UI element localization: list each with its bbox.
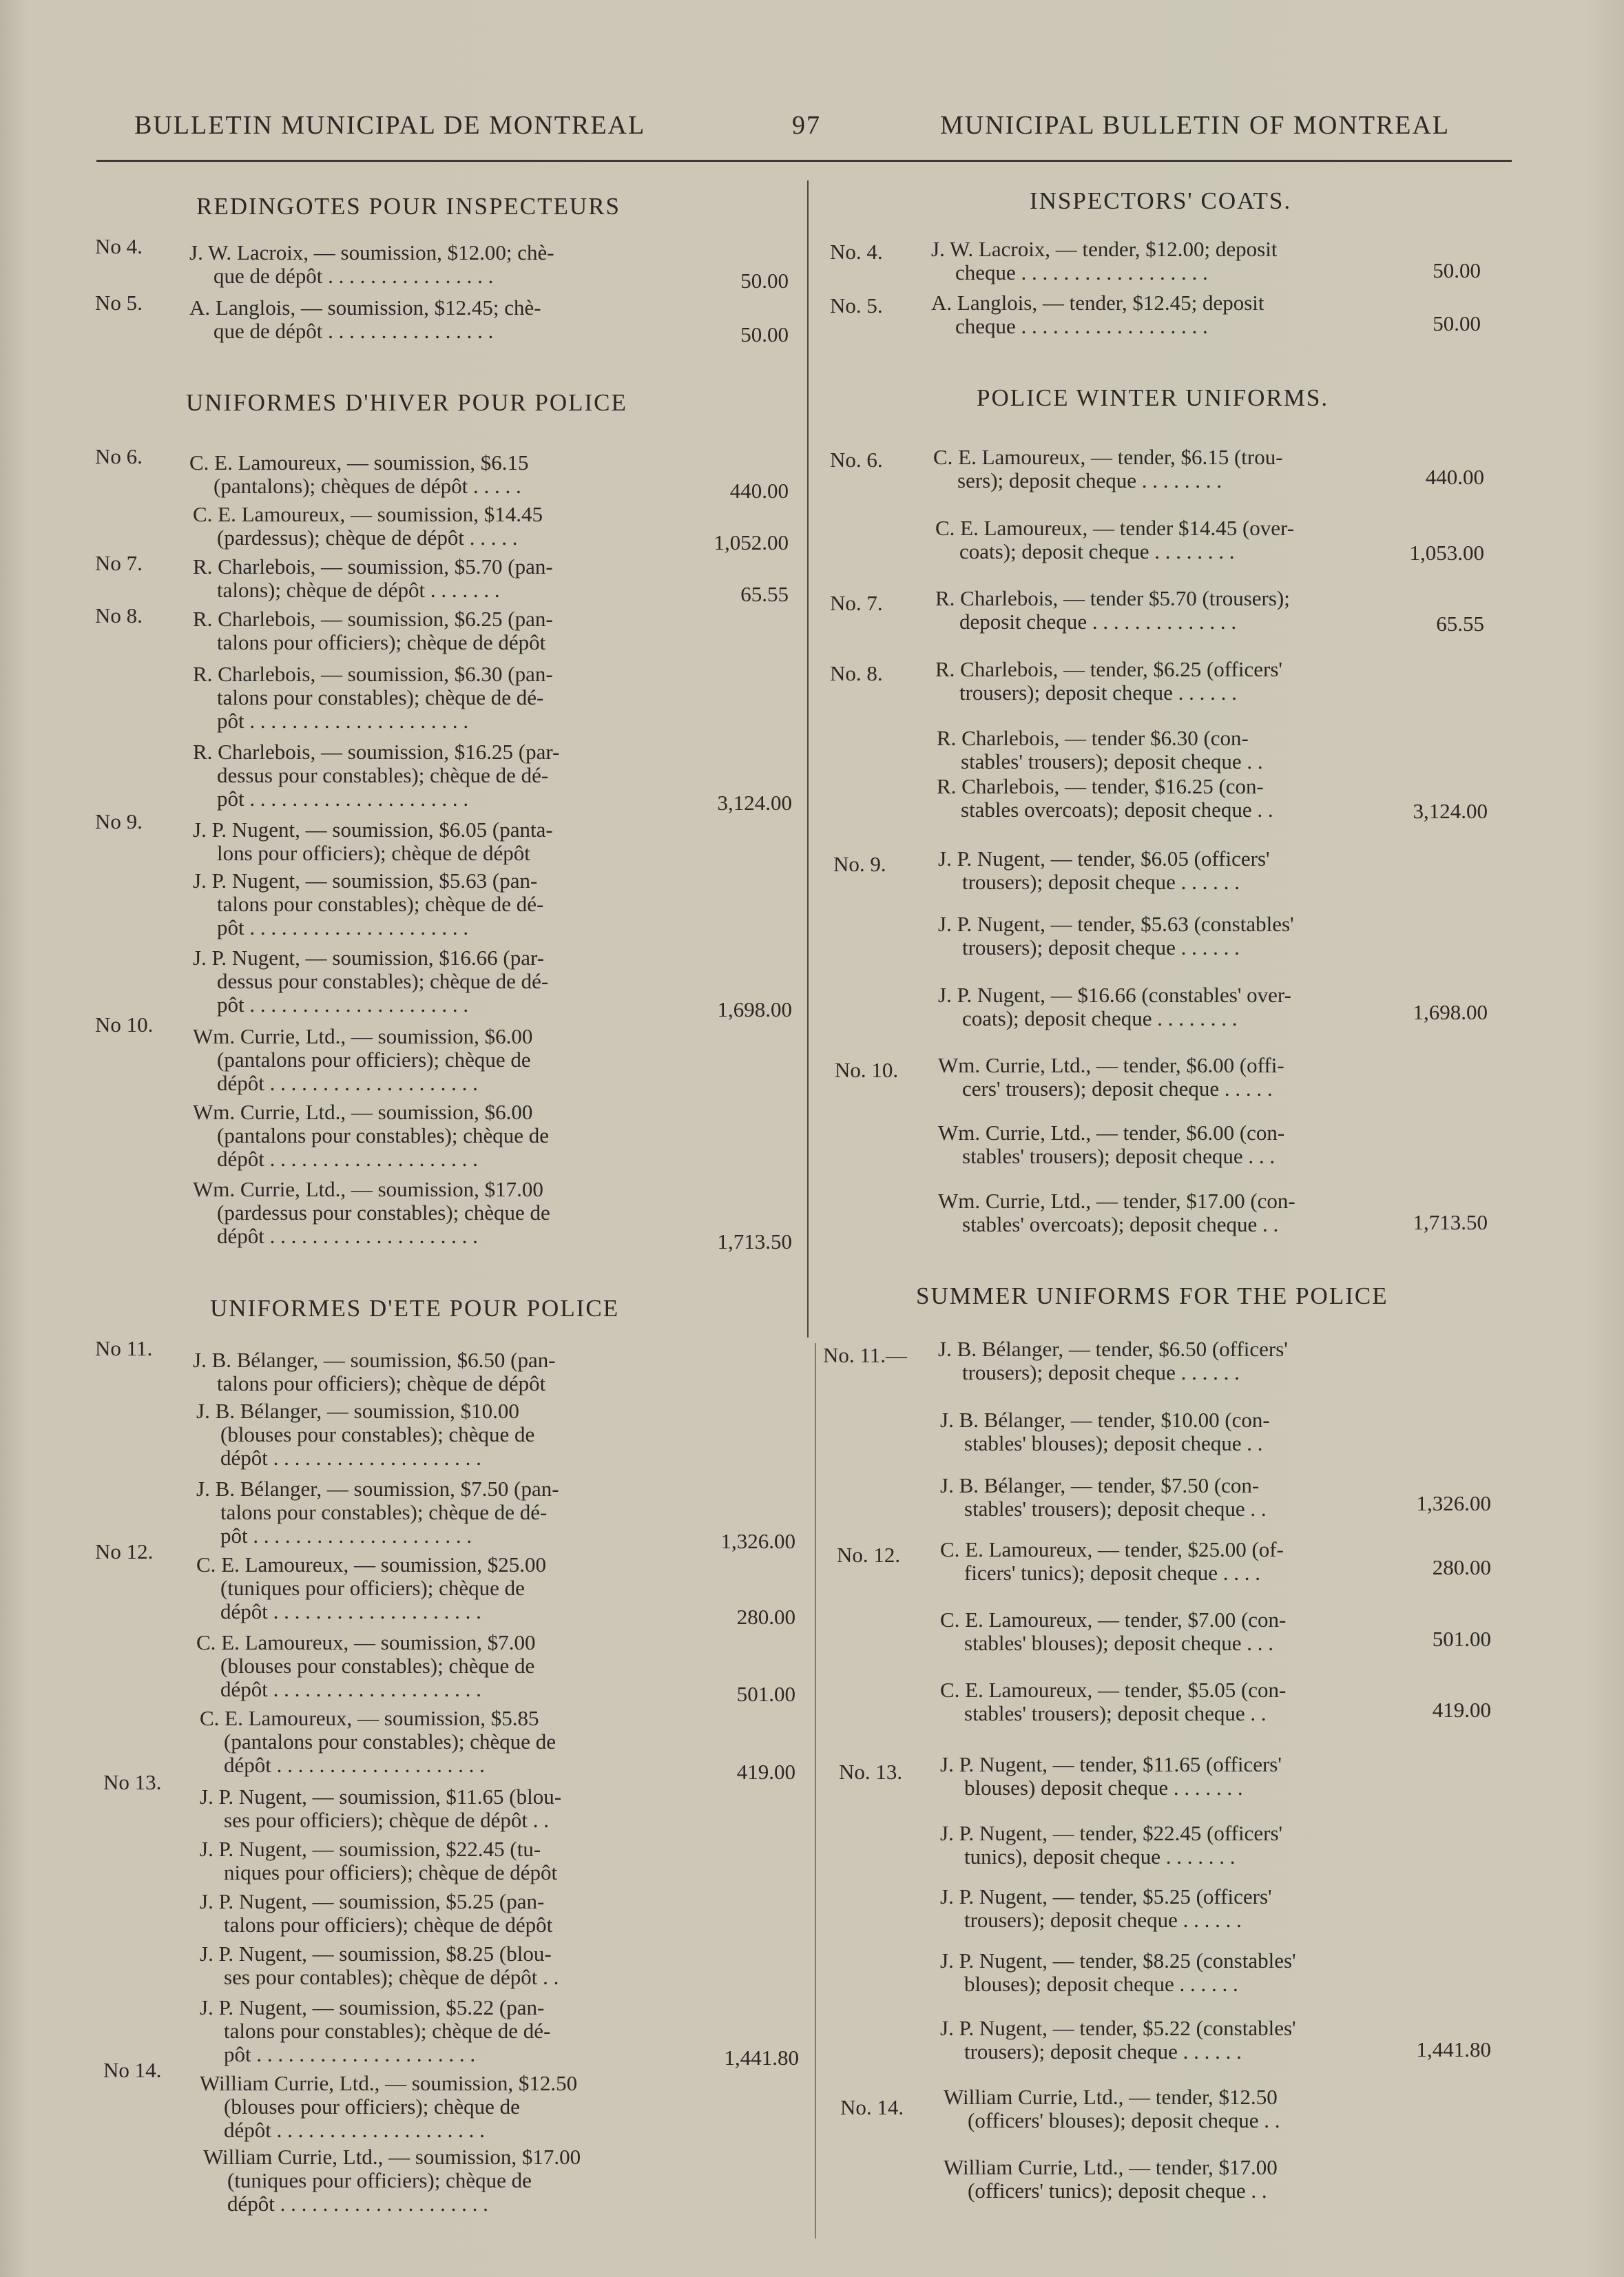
tender-number: No 7. [95,551,143,575]
tender-entry: C. E. Lamoureux, — soumission, $14.45 (pardessus); chèque de dépôt . . . . . [193,502,543,550]
tender-number: No. 4. [830,240,883,264]
tender-entry: Wm. Currie, Ltd., — soumission, $6.00 (pantalons pour constables); chèque de dépôt . . . . . . . . . . . . . . . . . . . . [193,1100,550,1171]
tender-number: No. 9. [833,852,886,876]
tender-entry: J. W. Lacroix, — soumission, $12.00; chè- que de dépôt . . . . . . . . . . . . . . . . [189,240,554,288]
tender-entry: J. B. Bélanger, — tender, $7.50 (con- stables' trousers); deposit cheque . . [940,1473,1267,1521]
tender-entry: C. E. Lamoureux, — tender, $5.05 (con- stables' trousers); deposit cheque . . [940,1678,1287,1725]
tender-entry: R. Charlebois, — soumission, $16.25 (par- dessus pour constables); chèque de dé- pôt . . . . . . . . . . . . . . . . . . . . . [193,740,560,811]
tender-entry: R. Charlebois, — tender $5.70 (trousers); deposit cheque . . . . . . . . . . . . . . [935,586,1290,634]
tender-entry: Wm. Currie, Ltd., — soumission, $6.00 (pantalons pour officiers); chèque de dépôt . . . . . . . . . . . . . . . . . . . . [193,1024,533,1095]
section-heading: INSPECTORS' COATS. [1030,187,1292,214]
tender-entry: R. Charlebois, — tender, $6.25 (officers' trousers); deposit cheque . . . . . . [935,657,1282,705]
tender-entry: William Currie, Ltd., — soumission, $17.00 (tuniques pour officiers); chèque de dépôt . . . . . . . . . . . . . . . . . . . . [203,2145,581,2216]
section-heading: SUMMER UNIFORMS FOR THE POLICE [916,1282,1388,1309]
amount: 1,326.00 [720,1529,795,1553]
tender-entry: C. E. Lamoureux, — tender, $7.00 (con- stables' blouses); deposit cheque . . . [940,1608,1287,1655]
amount: 440.00 [1425,465,1484,489]
amount: 50.00 [740,269,789,293]
tender-number: No. 7. [830,591,883,615]
column-divider [807,180,809,1338]
tender-entry: J. P. Nugent, — tender, $5.25 (officers' trousers); deposit cheque . . . . . . [940,1884,1272,1932]
header-right-title: MUNICIPAL BULLETIN OF MONTREAL [940,111,1450,140]
header-rule [96,160,1512,162]
amount: 419.00 [736,1760,795,1784]
tender-number: No. 14. [840,2095,904,2119]
tender-entry: J. B. Bélanger, — soumission, $10.00 (blouses pour constables); chèque de dépôt . . . . . . . . . . . . . . . . . . . . [196,1399,535,1470]
amount: 50.00 [1433,311,1481,335]
tender-entry: J. P. Nugent, — tender, $22.45 (officers' tunics), deposit cheque . . . . . . . [940,1821,1283,1869]
tender-entry: C. E. Lamoureux, — tender, $6.15 (trou- sers); deposit cheque . . . . . . . . [933,445,1283,492]
tender-number: No 14. [103,2058,162,2082]
amount: 3,124.00 [1413,799,1488,823]
amount: 1,698.00 [1413,1000,1488,1024]
tender-entry: R. Charlebois, — soumission, $6.25 (pan- talons pour officiers); chèque de dépôt [193,607,553,654]
amount: 1,326.00 [1416,1491,1491,1515]
tender-number: No. 6. [830,448,883,472]
amount: 280.00 [736,1605,795,1629]
amount: 1,053.00 [1409,541,1484,565]
tender-entry: J. P. Nugent, — soumission, $22.45 (tu- niques pour officiers); chèque de dépôt [200,1837,558,1884]
tender-entry: J. P. Nugent, — tender, $5.22 (constables' trousers); deposit cheque . . . . . . [940,2016,1296,2063]
tender-entry: A. Langlois, — soumission, $12.45; chè- que de dépôt . . . . . . . . . . . . . . . . [189,295,541,343]
section-heading: POLICE WINTER UNIFORMS. [977,384,1329,411]
tender-entry: J. P. Nugent, — soumission, $5.22 (pan- talons pour constables); chèque de dé- pôt . . . . . . . . . . . . . . . . . . . . . [200,1995,551,2066]
tender-entry: Wm. Currie, Ltd., — soumission, $17.00 (pardessus pour constables); chèque de dépôt . . . . . . . . . . . . . . . . . . . . [193,1177,550,1248]
tender-entry: C. E. Lamoureux, — tender $14.45 (over- coats); deposit cheque . . . . . . . . [935,516,1295,563]
tender-entry: William Currie, Ltd., — tender, $17.00 (officers' tunics); deposit cheque . . [944,2155,1278,2203]
tender-entry: William Currie, Ltd., — soumission, $12.50 (blouses pour officiers); chèque de dépôt . . . . . . . . . . . . . . . . . . . . [200,2071,578,2142]
tender-entry: Wm. Currie, Ltd., — tender, $6.00 (con- stables' trousers); deposit cheque . . . [938,1121,1285,1168]
amount: 1,441.80 [1416,2037,1491,2061]
tender-entry: Wm. Currie, Ltd., — tender, $17.00 (con- stables' overcoats); deposit cheque . . [938,1189,1295,1236]
tender-number: No. 5. [830,293,883,318]
tender-entry: R. Charlebois, — soumission, $5.70 (pan- talons); chèque de dépôt . . . . . . . [193,554,553,602]
tender-entry: J. B. Bélanger, — soumission, $6.50 (pan- talons pour officiers); chèque de dépôt [193,1348,556,1395]
tender-entry: J. P. Nugent, — soumission, $5.63 (pan- talons pour constables); chèque de dé- pôt . . . . . . . . . . . . . . . . . . . . . [193,869,544,939]
tender-number: No 8. [95,603,143,627]
tender-number: No. 8. [830,661,883,685]
tender-entry: J. B. Bélanger, — tender, $10.00 (con- stables' blouses); deposit cheque . . [940,1408,1270,1455]
tender-entry: J. P. Nugent, — tender, $5.63 (constables' trousers); deposit cheque . . . . . . [938,912,1294,959]
tender-number: No 12. [95,1539,154,1563]
tender-entry: J. B. Bélanger, — soumission, $7.50 (pan- talons pour constables); chèque de dé- pôt . . . . . . . . . . . . . . . . . . . . . [196,1477,559,1548]
tender-number: No 13. [103,1770,162,1794]
tender-entry: C. E. Lamoureux, — soumission, $25.00 (tuniques pour officiers); chèque de dépôt . . . . . . . . . . . . . . . . . . . . [196,1552,547,1623]
tender-entry: J. P. Nugent, — soumission, $16.66 (par- dessus pour constables); chèque de dé- pôt . . . . . . . . . . . . . . . . . . . . . [193,946,549,1017]
amount: 65.55 [740,582,789,606]
amount: 65.55 [1436,612,1484,636]
tender-entry: Wm. Currie, Ltd., — tender, $6.00 (offi- cers' trousers); deposit cheque . . . . . [938,1053,1284,1101]
tender-entry: J. P. Nugent, — tender, $11.65 (officers' blouses) deposit cheque . . . . . . . [940,1752,1282,1800]
amount: 50.00 [1433,258,1481,282]
section-heading: UNIFORMES D'ETE POUR POLICE [210,1295,620,1322]
tender-number: No 6. [95,444,143,468]
tender-entry: R. Charlebois, — tender, $16.25 (con- stables overcoats); deposit cheque . . [937,774,1273,822]
amount: 280.00 [1432,1555,1491,1579]
tender-entry: J. P. Nugent, — $16.66 (constables' over- coats); deposit cheque . . . . . . . . [938,983,1291,1030]
amount: 1,052.00 [714,530,789,554]
tender-entry: J. P. Nugent, — soumission, $5.25 (pan- talons pour officiers); chèque de dépôt [200,1889,553,1937]
tender-number: No. 11.— [823,1343,907,1367]
tender-entry: C. E. Lamoureux, — tender, $25.00 (of- ficers' tunics); deposit cheque . . . . [940,1537,1284,1585]
tender-entry: J. W. Lacroix, — tender, $12.00; deposit cheque . . . . . . . . . . . . . . . . . . [931,237,1278,284]
tender-number: No 11. [95,1336,153,1360]
amount: 1,698.00 [717,997,792,1021]
tender-number: No 9. [95,809,143,833]
amount: 1,441.80 [724,2046,799,2070]
amount: 1,713.50 [717,1229,792,1254]
tender-entry: J. P. Nugent, — soumission, $6.05 (panta- lons pour officiers); chèque de dépôt [193,818,553,865]
tender-entry: C. E. Lamoureux, — soumission, $6.15 (pantalons); chèques de dépôt . . . . . [189,450,529,498]
tender-entry: J. P. Nugent, — soumission, $11.65 (blou- ses pour officiers); chèque de dépôt . . [200,1785,562,1832]
tender-entry: J. P. Nugent, — tender, $8.25 (constables' blouses); deposit cheque . . . . . . [940,1948,1296,1996]
tender-entry: C. E. Lamoureux, — soumission, $5.85 (pantalons pour constables); chèque de dépôt . . . . . . . . . . . . . . . . . . . . [200,1706,556,1777]
column-divider-lower [815,1343,816,2238]
page-number: 97 [792,111,821,140]
amount: 501.00 [1432,1627,1491,1651]
tender-number: No 5. [95,291,143,315]
tender-number: No. 10. [835,1058,899,1082]
section-heading: REDINGOTES POUR INSPECTEURS [196,193,621,220]
tender-entry: J. B. Bélanger, — tender, $6.50 (officers' trousers); deposit cheque . . . . . . [938,1337,1288,1384]
tender-entry: William Currie, Ltd., — tender, $12.50 (officers' blouses); deposit cheque . . [944,2085,1280,2132]
tender-number: No 10. [95,1012,154,1037]
tender-number: No. 12. [837,1543,901,1567]
tender-entry: R. Charlebois, — soumission, $6.30 (pan- talons pour constables); chèque de dé- pôt . . . . . . . . . . . . . . . . . . . . . [193,662,553,733]
amount: 1,713.50 [1413,1210,1488,1234]
tender-number: No. 13. [839,1760,903,1784]
amount: 50.00 [740,322,789,346]
amount: 3,124.00 [717,791,792,815]
tender-number: No 4. [95,234,143,258]
amount: 501.00 [736,1682,795,1706]
amount: 419.00 [1432,1698,1491,1722]
tender-entry: R. Charlebois, — tender $6.30 (con- stables' trousers); deposit cheque . . [937,726,1263,773]
tender-entry: C. E. Lamoureux, — soumission, $7.00 (blouses pour constables); chèque de dépôt . . . . . . . . . . . . . . . . . . . . [196,1630,536,1701]
tender-entry: J. P. Nugent, — soumission, $8.25 (blou- ses pour contables); chèque de dépôt . . [200,1942,559,1989]
section-heading: UNIFORMES D'HIVER POUR POLICE [186,389,627,416]
tender-entry: A. Langlois, — tender, $12.45; deposit cheque . . . . . . . . . . . . . . . . . . [931,291,1264,338]
header-left-title: BULLETIN MUNICIPAL DE MONTREAL [134,111,646,140]
tender-entry: J. P. Nugent, — tender, $6.05 (officers' trousers); deposit cheque . . . . . . [938,846,1270,894]
amount: 440.00 [729,479,789,503]
